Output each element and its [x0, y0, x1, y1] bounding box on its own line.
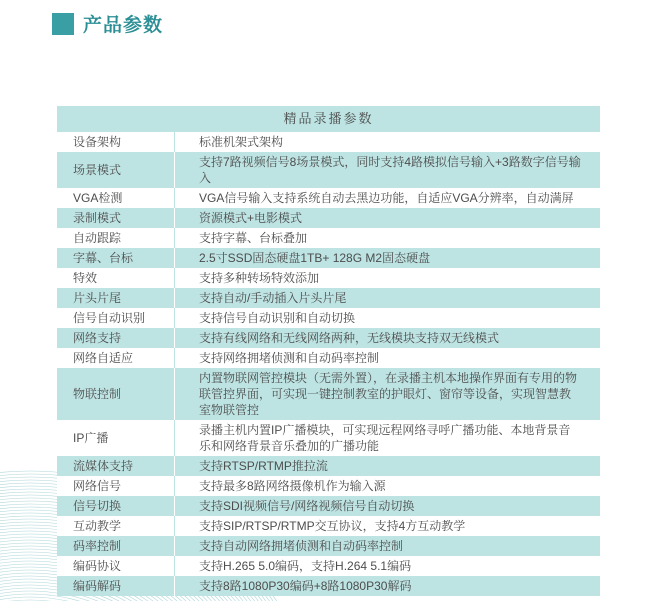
page-title: 产品参数 — [83, 15, 164, 36]
table-row — [57, 348, 600, 368]
row-value: 支持信号自动识别和自动切换 — [199, 311, 356, 325]
title-square-icon — [52, 13, 74, 35]
table-row — [57, 368, 600, 420]
row-value: 支持有线网络和无线网络两种，无线模块支持双无线模式 — [199, 331, 500, 345]
table-row — [57, 496, 600, 516]
table-row — [57, 576, 600, 596]
table-header: 精品录播参数 — [57, 106, 600, 132]
table-row — [57, 288, 600, 308]
row-label: 网络自适应 — [57, 348, 175, 368]
row-value: 内置物联网管控模块（无需外置），在录播主机本地操作界面有专用的物联管控界面，可实现一键控制教室的护眼灯、窗帘等设备，实现智慧教室物联管控 — [199, 371, 578, 417]
table-row — [57, 420, 600, 456]
row-value: 资源模式+电影模式 — [199, 211, 303, 225]
row-label: 特效 — [57, 268, 175, 288]
table-row — [57, 268, 600, 288]
row-label: 信号切换 — [57, 496, 175, 516]
row-label: 码率控制 — [57, 536, 175, 556]
row-label: 设备架构 — [57, 132, 175, 152]
table-row — [57, 152, 600, 188]
table-row — [57, 556, 600, 576]
row-label: 信号自动识别 — [57, 308, 175, 328]
row-label: 物联控制 — [57, 368, 175, 420]
row-label: 录制模式 — [57, 208, 175, 228]
row-label: 编码解码 — [57, 576, 175, 596]
table-row — [57, 132, 600, 152]
row-value: 2.5寸SSD固态硬盘1TB+ 128G M2固态硬盘 — [199, 251, 431, 265]
row-label: 自动跟踪 — [57, 228, 175, 248]
row-value: 支持H.265 5.0编码，支持H.264 5.1编码 — [199, 559, 412, 573]
table-row — [57, 536, 600, 556]
table-row — [57, 228, 600, 248]
page-header — [52, 10, 163, 37]
table-row — [57, 476, 600, 496]
table-row — [57, 516, 600, 536]
row-label: 互动教学 — [57, 516, 175, 536]
row-label: 网络支持 — [57, 328, 175, 348]
row-value: 支持SIP/RTSP/RTMP交互协议，支持4方互动教学 — [199, 519, 466, 533]
table-row — [57, 328, 600, 348]
row-value: 支持多种转场特效添加 — [199, 271, 320, 285]
row-label: VGA检测 — [57, 188, 175, 208]
row-label: 场景模式 — [57, 152, 175, 188]
row-value: 支持RTSP/RTMP推拉流 — [199, 459, 328, 473]
row-value: 支持8路1080P30编码+8路1080P30解码 — [199, 579, 412, 593]
row-value: 标准机架式架构 — [199, 135, 284, 149]
row-label: 字幕、台标 — [57, 248, 175, 268]
table-row — [57, 188, 600, 208]
row-value: 支持7路视频信号8场景模式，同时支持4路模拟信号输入+3路数字信号输入 — [199, 155, 581, 185]
row-value: 支持网络拥堵侦测和自动码率控制 — [199, 351, 380, 365]
row-value: 支持自动/手动插入片头片尾 — [199, 291, 347, 305]
row-label: 流媒体支持 — [57, 456, 175, 476]
table-row — [57, 456, 600, 476]
table-row — [57, 248, 600, 268]
spec-table — [57, 106, 600, 596]
table-row — [57, 208, 600, 228]
row-label: IP广播 — [57, 420, 175, 456]
table-row — [57, 308, 600, 328]
row-label: 网络信号 — [57, 476, 175, 496]
row-value: 支持自动网络拥堵侦测和自动码率控制 — [199, 539, 404, 553]
table-body — [57, 132, 600, 596]
row-label: 片头片尾 — [57, 288, 175, 308]
row-value: 支持SDI视频信号/网络视频信号自动切换 — [199, 499, 415, 513]
row-value: 录播主机内置IP广播模块，可实现远程网络寻呼广播功能、本地背景音乐和网络背景音乐叠加的广播功能 — [199, 423, 571, 453]
row-value: 支持字幕、台标叠加 — [199, 231, 308, 245]
row-label: 编码协议 — [57, 556, 175, 576]
row-value: 支持最多8路网络摄像机作为输入源 — [199, 479, 386, 493]
row-value: VGA信号输入支持系统自动去黑边功能，自适应VGA分辨率，自动满屏 — [199, 191, 574, 205]
